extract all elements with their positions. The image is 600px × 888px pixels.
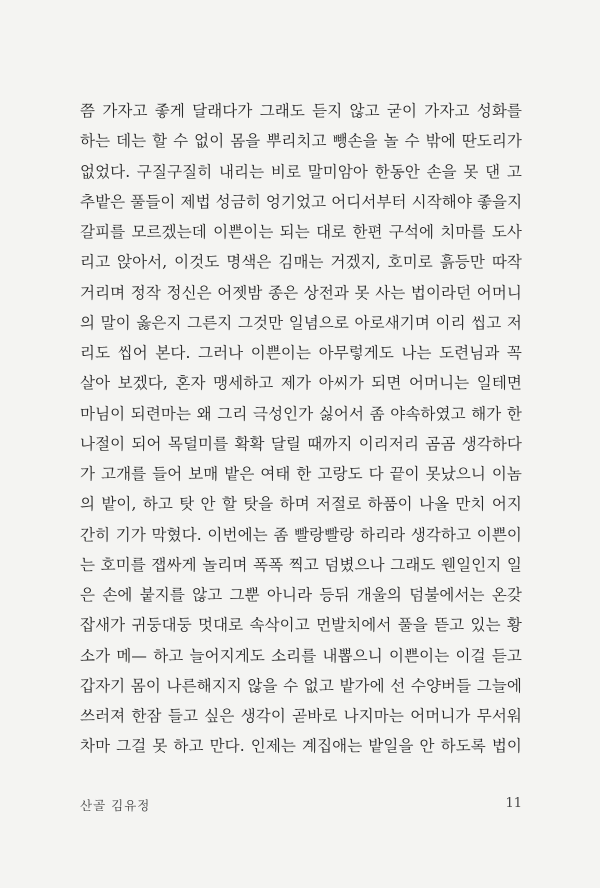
body-line: 하는 데는 할 수 없이 몸을 뿌리치고 뺑손을 놀 수 밖에 딴도리가 [80, 132, 522, 151]
body-line: 갈피를 모르겠는데 이쁜이는 되는 대로 한편 구석에 치마를 도사 [80, 223, 522, 241]
running-title: 산골 김유정 [80, 798, 151, 813]
body-line: 쯤 가자고 좋게 달래다가 그래도 듣지 않고 굳이 가자고 성화를 [80, 102, 522, 120]
body-line: 리도 씹어 본다. 그러나 이쁜이는 아무렇게도 나는 도련님과 꼭 [80, 344, 522, 362]
body-line: 잡새가 귀둥대둥 멋대로 속삭이고 먼발치에서 풀을 뜯고 있는 황 [80, 616, 522, 635]
body-line: 없었다. 구질구질히 내리는 비로 말미암아 한동안 손을 못 댄 고 [80, 162, 522, 181]
body-line: 가 고개를 들어 보매 밭은 여태 한 고랑도 다 끝이 못났으니 이놈 [80, 465, 522, 483]
body-line: 거리며 정작 정신은 어젯밤 종은 상전과 못 사는 법이라던 어머니 [80, 283, 522, 302]
body-line: 쓰러져 한잠 들고 싶은 생각이 곧바로 나지마는 어머니가 무서워 [80, 707, 522, 725]
body-line: 리고 앉아서, 이것도 명색은 김매는 거겠지, 호미로 흙등만 따작 [80, 253, 522, 272]
body-line: 소가 메— 하고 늘어지게도 소리를 내뽑으니 이쁜이는 이걸 듣고 [80, 646, 522, 665]
body-line: 의 말이 옳은지 그른지 그것만 일념으로 아로새기며 이리 씹고 저 [80, 313, 522, 332]
body-line: 추밭은 풀들이 제법 성금히 엉기었고 어디서부터 시작해야 좋을지 [80, 192, 523, 211]
body-line: 는 호미를 잽싸게 놀리며 폭폭 찍고 덤볐으나 그래도 웬일인지 일 [80, 555, 522, 574]
body-line: 살아 보겠다, 혼자 맹세하고 제가 아씨가 되면 어머니는 일테면 [80, 374, 522, 393]
page-footer [80, 796, 522, 816]
body-line: 의 밭이, 하고 탓 안 할 탓을 하며 저절로 하품이 나올 만치 어지 [80, 495, 522, 514]
body-line: 은 손에 붙지를 않고 그뿐 아니라 등뒤 개울의 덤불에서는 온갖 [80, 586, 522, 604]
body-line: 간히 기가 막혔다. 이번에는 좀 빨랑빨랑 하리라 생각하고 이쁜이 [80, 525, 522, 544]
page-body [80, 96, 522, 762]
body-line: 나절이 되어 목덜미를 확확 달릴 때까지 이리저리 곰곰 생각하다 [80, 434, 522, 453]
page-number: 11 [505, 796, 522, 811]
body-line: 차마 그걸 못 하고 만다. 인제는 계집애는 밭일을 안 하도록 법이 [80, 737, 522, 756]
body-line: 갑자기 몸이 나른해지지 않을 수 없고 밭가에 선 수양버들 그늘에 [80, 676, 522, 695]
body-line: 마님이 되련마는 왜 그리 극성인가 싫어서 좀 야속하였고 해가 한 [80, 404, 522, 423]
